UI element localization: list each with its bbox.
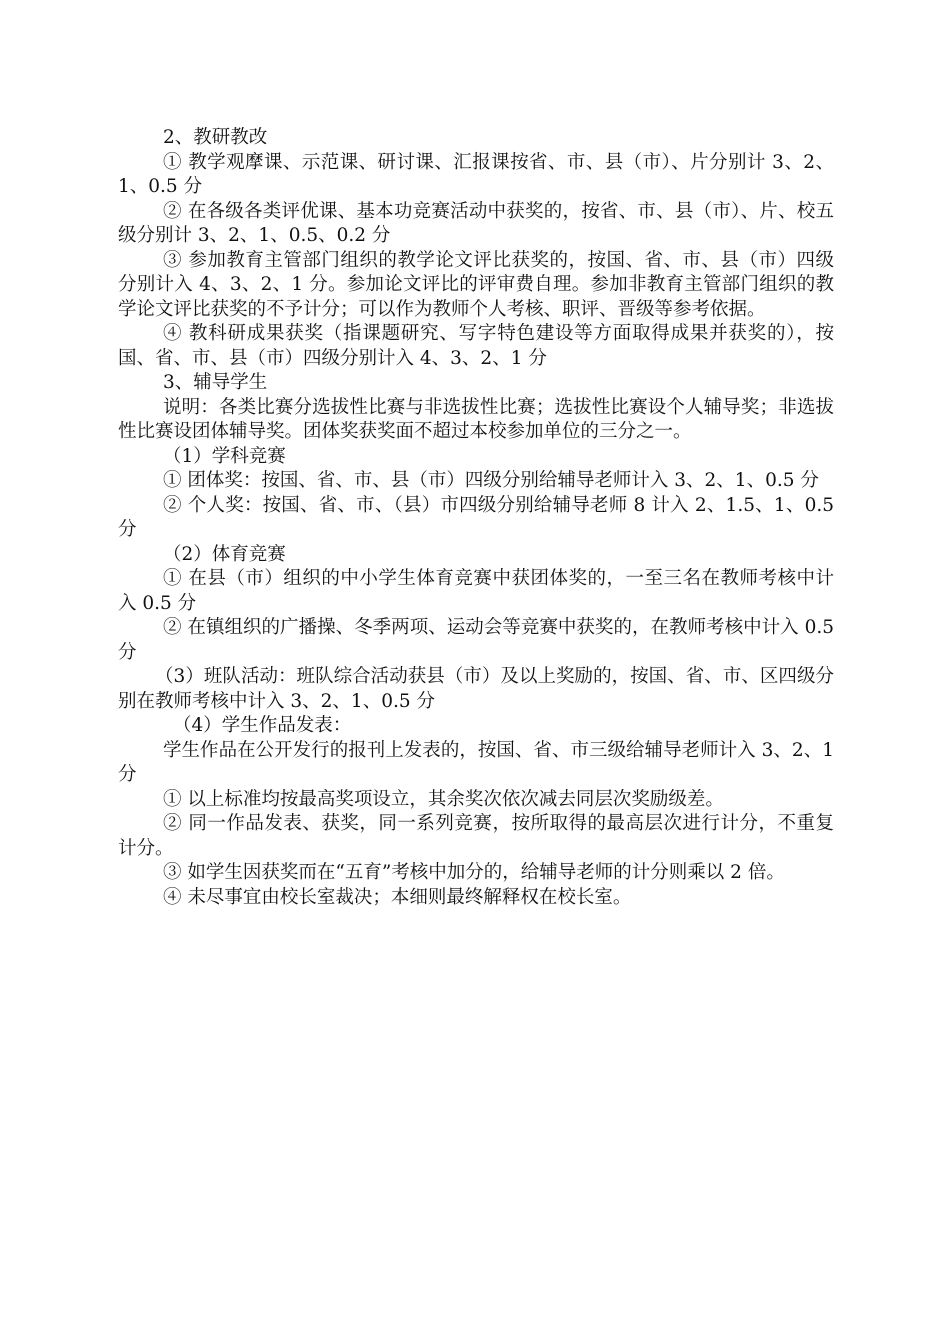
subheading-sports-competition: （2）体育竞赛 — [163, 543, 286, 565]
paragraph-rule-highest-award: ① 以上标准均按最高奖项设立，其余奖次依次减去同层次奖励级差。 — [163, 788, 724, 810]
paragraph-observation-lessons: ① 教学观摩课、示范课、研讨课、汇报课按省、市、县（市）、片分别计 3、2、1、0.5 分 — [118, 151, 834, 197]
paragraph-individual-award: ② 个人奖：按国、省、市、（县）市四级分别给辅导老师 8 计入 2、1.5、1、0.5 分 — [118, 494, 834, 540]
paragraph-paper-awards: ③ 参加教育主管部门组织的教学论文评比获奖的，按国、省、市、县（市）四级分别计入 4、3、2、1 分。参加论文评比的评审费自理。参加非教育主管部门组织的教学论文评比获奖的不予计分；可以作为教师个人考核、职评、晋级等参考依据。 — [118, 249, 834, 320]
paragraph-competition-awards: ② 在各级各类评优课、基本功竞赛活动中获奖的，按省、市、县（市）、片、校五级分别计 3、2、1、0.5、0.2 分 — [118, 200, 834, 246]
paragraph-county-sports: ① 在县（市）组织的中小学生体育竞赛中获团体奖的，一至三名在教师考核中计入 0.5 分 — [118, 568, 834, 614]
paragraph-rule-final-interpretation: ④ 未尽事宜由校长室裁决；本细则最终解释权在校长室。 — [163, 886, 632, 908]
subheading-student-works: （4）学生作品发表： — [173, 715, 352, 736]
subheading-subject-competition: （1）学科竞赛 — [163, 445, 286, 467]
paragraph-rule-no-duplicate: ② 同一作品发表、获奖，同一系列竞赛，按所取得的最高层次进行计分，不重复计分。 — [118, 813, 834, 859]
paragraph-team-award: ① 团体奖：按国、省、市、县（市）四级分别给辅导老师计入 3、2、1、0.5 分 — [163, 470, 819, 491]
section-heading-teaching-research: 2、教研教改 — [163, 127, 268, 148]
paragraph-rule-double-score: ③ 如学生因获奖而在“五育”考核中加分的，给辅导老师的计分则乘以 2 倍。 — [163, 862, 785, 883]
paragraph-student-works-published: 学生作品在公开发行的报刊上发表的，按国、省、市三级给辅导老师计入 3、2、1 分 — [118, 739, 834, 785]
paragraph-explanation: 说明：各类比赛分选拔性比赛与非选拔性比赛；选拔性比赛设个人辅导奖；非选拔性比赛设团体辅导奖。团体奖获奖面不超过本校参加单位的三分之一。 — [118, 396, 834, 442]
section-heading-coaching-students: 3、辅导学生 — [163, 372, 268, 393]
paragraph-class-activities: （3）班队活动：班队综合活动获县（市）及以上奖励的，按国、省、市、区四级分别在教师考核中计入 3、2、1、0.5 分 — [118, 666, 834, 712]
paragraph-research-results: ④ 教科研成果获奖（指课题研究、写字特色建设等方面取得成果并获奖的），按国、省、市、县（市）四级分别计入 4、3、2、1 分 — [118, 323, 834, 369]
document-body — [118, 126, 834, 910]
paragraph-town-sports: ② 在镇组织的广播操、冬季两项、运动会等竞赛中获奖的，在教师考核中计入 0.5 分 — [118, 617, 834, 663]
